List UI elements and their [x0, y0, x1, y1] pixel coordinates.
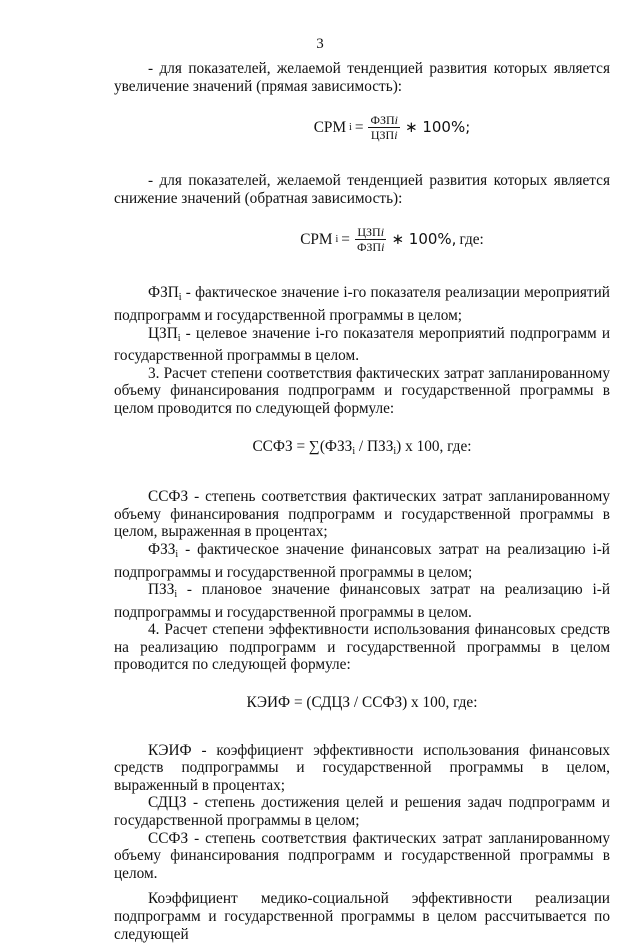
paragraph-medico-social: Коэффициент медико-социальной эффективности реализации подпрограмм и государственной программы в целом рассчитывается по следующей	[114, 890, 610, 943]
fraction: $\frac{\text{ФЗПi}}{\text{ЦЗПi}}$	[370, 113, 398, 143]
definition-sdcz: СДЦЗ - степень достижения целей и решения задач подпрограмм и государственной программы в целом;	[114, 794, 610, 830]
definition-keif: КЭИФ - коэффициент эффективности использования финансовых средств подпрограммы и государственной программы в целом, выраженный в процентах;	[114, 741, 610, 794]
formula-srm-inverse: СРМ i = $\frac{\text{ЦЗПi}}{\text{ФЗПi}}$ ∗ 100%, где:	[300, 225, 484, 255]
paragraph-direct-dependency: - для показателей, желаемой тенденцией развития которых является увеличение значений (прямая зависимость):	[114, 60, 610, 95]
formula-srm-direct: СРМ i = $\frac{\text{ФЗПi}}{\text{ЦЗПi}}$ ∗ 100%;	[313, 113, 471, 143]
formula-ssfz: ССФЗ = $\sum(ФЗЗ_i / ПЗЗ_i)$ х 100, где:	[252, 437, 472, 457]
paragraph-item-4: 4. Расчет степени эффективности использования финансовых средств на реализацию подпрограмм и государственной программы в целом проводится по следующей формуле:	[114, 621, 610, 674]
paragraph-item-3: 3. Расчет степени соответствия фактических затрат запланированному объему финансирования подпрограмм и государственной программы в целом проводится по следующей формуле:	[114, 364, 610, 417]
page-number: 3	[316, 36, 324, 52]
definition-ssfz-2: ССФЗ - степень соответствия фактических затрат запланированному объему финансирования подпрограмм и государственной программы в целом.	[114, 829, 610, 882]
definition-fzz: $ФЗЗ_i$ - фактическое значение финансовых затрат на реализацию i-й подпрограммы и государственной программы в целом;	[114, 540, 610, 581]
fraction: $\frac{\text{ЦЗПi}}{\text{ФЗПi}}$	[356, 225, 385, 255]
definition-fzp: $ФЗП_i$ - фактическое значение i-го показателя реализации мероприятий подпрограмм и государственной программы в целом;	[114, 284, 610, 324]
formula-keif: КЭИФ = (СДЦЗ / ССФЗ) х 100, где:	[246, 694, 478, 712]
document-body	[114, 60, 610, 943]
definition-ssfz: ССФЗ - степень соответствия фактических затрат запланированному объему финансирования подпрограмм и государственной программы в целом, выраженная в процентах;	[114, 488, 610, 541]
definition-czp: $ЦЗП_i$ - целевое значение i-го показателя мероприятий подпрограмм и государственной программы в целом.	[114, 324, 610, 365]
paragraph-inverse-dependency: - для показателей, желаемой тенденцией развития которых является снижение значений (обратная зависимость):	[114, 172, 610, 207]
definition-pzz: $ПЗЗ_i$ - плановое значение финансовых затрат на реализацию i-й подпрограммы и государственной программы в целом.	[114, 581, 610, 621]
